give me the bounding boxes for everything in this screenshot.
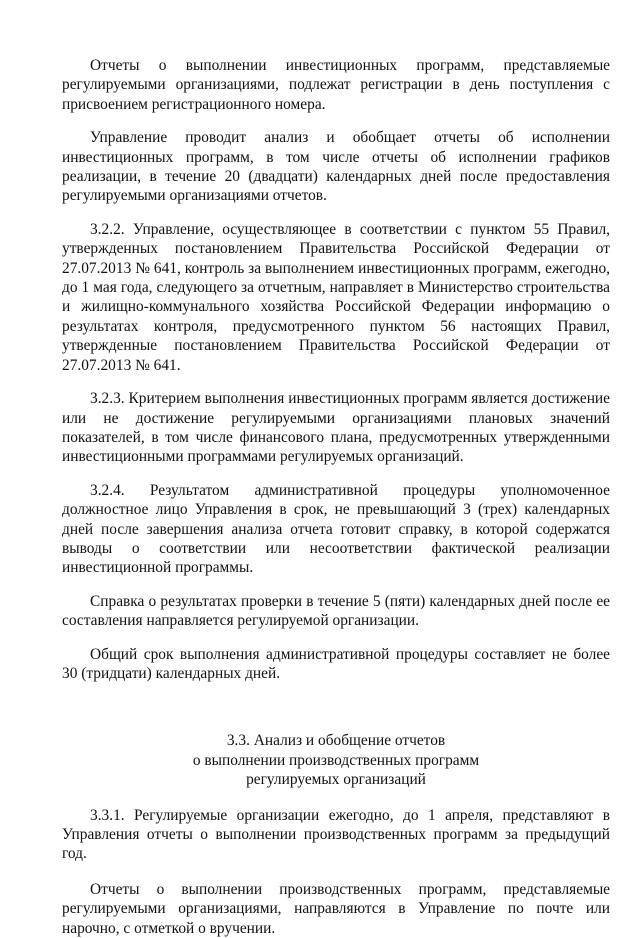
- paragraph-production-reports: Отчеты о выполнении производственных программ, представляемые регулируемыми организациями, направляются в Управление по почте или нарочно, с отметкой о вручении.: [62, 880, 610, 937]
- section-heading-line: регулируемых организаций: [246, 771, 426, 789]
- section-heading-3-3: [62, 731, 610, 789]
- paragraph-3-2-2: 3.2.2. Управление, осуществляющее в соответствии с пунктом 55 Правил, утвержденных постановлением Правительства Российской Федерации от 27.07.2013 № 641, контроль за выполнением инвестиционных программ, ежегодно, до 1 мая года, следующего за отчетным, направляет в Министерство строительства и жилищно-коммунального хозяйства Российской Федерации информацию о результатах контроля, предусмотренного пунктом 56 настоящих Правил, утвержденные постановлением Правительства Российской Федерации от 27.07.2013 № 641.: [62, 220, 610, 374]
- section-heading-line: 3.3. Анализ и обобщение отчетов: [226, 732, 446, 750]
- paragraph-reports-registration: Отчеты о выполнении инвестиционных программ, представляемые регулируемыми организациями, подлежат регистрации в день поступления с присвоением регистрационного номера.: [62, 57, 610, 113]
- document-page: [62, 56, 610, 938]
- section-heading-line: о выполнении производственных программ: [192, 751, 480, 769]
- paragraph-analysis-reports: Управление проводит анализ и обобщает отчеты об исполнении инвестиционных программ, в том числе отчеты об исполнении графиков реализации, в течение 20 (двадцати) календарных дней после предоставления регулируемыми организациями отчетов.: [62, 129, 610, 205]
- paragraph-total-term: Общий срок выполнения административной процедуры составляет не более 30 (тридцати) календарных дней.: [62, 645, 610, 682]
- paragraph-certificate: Справка о результатах проверки в течение 5 (пяти) календарных дней после ее составления направляется регулируемой организации.: [62, 592, 610, 630]
- paragraph-3-2-3: 3.2.3. Критерием выполнения инвестиционных программ является достижение или не достижение регулируемыми организациями плановых значений показателей, в том числе финансового плана, предусмотренных утвержденными инвестиционными программами регулируемых организаций.: [62, 390, 610, 466]
- paragraph-3-2-4: 3.2.4. Результатом административной процедуры уполномоченное должностное лицо Управления в срок, не превышающий 3 (трех) календарных дней после завершения анализа отчета готовит справку, в которой содержатся выводы о соответствии или несоответствии фактической реализации инвестиционной программы.: [62, 481, 610, 577]
- paragraph-3-3-1: 3.3.1. Регулируемые организации ежегодно, до 1 апреля, представляют в Управления отчеты о выполнении производственных программ за предыдущий год.: [62, 806, 610, 863]
